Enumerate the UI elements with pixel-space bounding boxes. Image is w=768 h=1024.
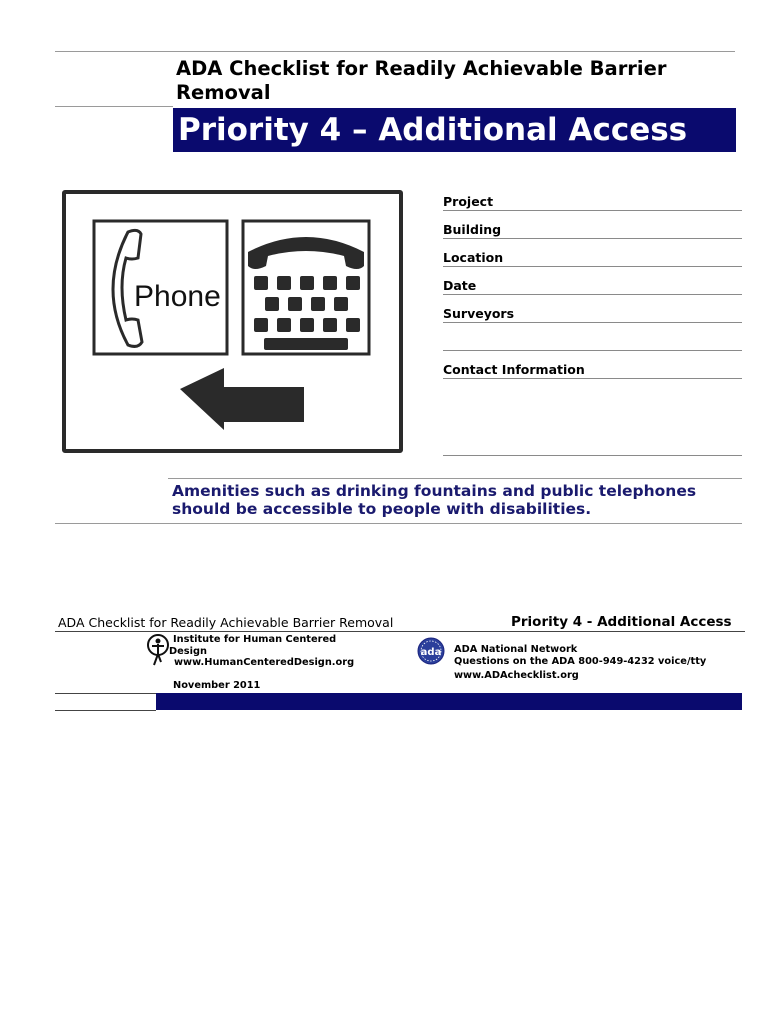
ihcd-date: November 2011: [173, 680, 261, 691]
ada-questions: Questions on the ADA 800-949-4232 voice/tty: [454, 656, 707, 667]
field-contact-label: Contact Information: [443, 362, 585, 377]
svg-text:ada: ada: [420, 647, 442, 658]
description-bottom-rule: [55, 523, 742, 524]
title-rule: [55, 106, 173, 107]
ihcd-name-line1: Institute for Human Centered: [173, 634, 337, 645]
phone-sign-graphic: [66, 194, 399, 449]
field-blank-line: [443, 350, 742, 351]
field-building-label: Building: [443, 222, 502, 237]
ihcd-name-line2: Design: [169, 646, 207, 657]
field-building-line: [443, 238, 742, 239]
field-contact-line: [443, 378, 742, 379]
field-project-line: [443, 210, 742, 211]
footer-bottom-rule: [55, 710, 156, 711]
document-title: ADA Checklist for Readily Achievable Barrier Removal: [176, 57, 667, 104]
footer-document-title: ADA Checklist for Readily Achievable Barrier Removal: [58, 615, 394, 630]
description-top-rule: [168, 478, 742, 479]
footer-priority-title: Priority 4 - Additional Access: [511, 614, 732, 630]
footer-color-bar: [156, 693, 742, 710]
ada-network-name: ADA National Network: [454, 644, 578, 655]
field-date-line: [443, 294, 742, 295]
phone-label: Phone: [134, 280, 221, 313]
phone-sign-illustration: [62, 190, 403, 453]
footer-top-rule: [55, 631, 745, 632]
field-surveyors-label: Surveyors: [443, 306, 515, 321]
footer-mid-rule: [55, 693, 156, 694]
field-date-label: Date: [443, 278, 477, 293]
contact-bottom-line: [443, 455, 742, 456]
ihcd-logo-icon: [146, 634, 170, 666]
field-location-label: Location: [443, 250, 504, 265]
arrow-left-icon: [180, 368, 304, 430]
top-rule: [55, 51, 735, 52]
ihcd-url: www.HumanCenteredDesign.org: [174, 657, 355, 668]
field-project-label: Project: [443, 194, 494, 209]
ada-url: www.ADAchecklist.org: [454, 670, 579, 681]
field-location-line: [443, 266, 742, 267]
field-surveyors-line: [443, 322, 742, 323]
ada-network-logo-icon: [417, 637, 445, 665]
description-text: Amenities such as drinking fountains and public telephones should be accessible to people with disabilities.: [172, 482, 697, 518]
priority-banner-text: Priority 4 – Additional Access: [178, 112, 688, 148]
